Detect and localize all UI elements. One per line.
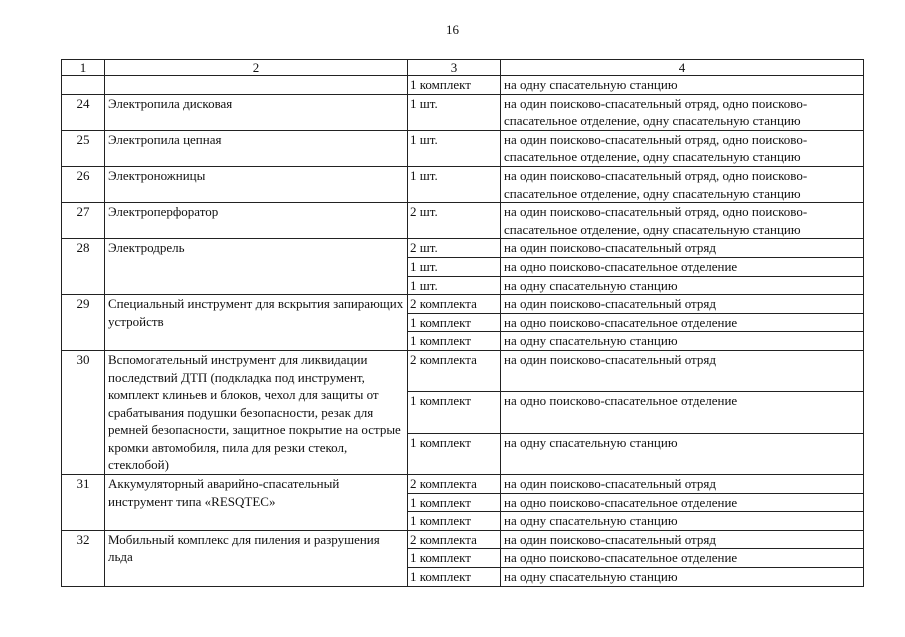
quantity-cell: 2 комплекта xyxy=(408,350,501,391)
purpose-cell: на один поисково-спасательный отряд, одно поисково-спасательное отделение, одну спасательную станцию xyxy=(501,203,864,239)
quantity-cell: 1 шт. xyxy=(408,257,501,276)
purpose-cell: на один поисково-спасательный отряд xyxy=(501,530,864,549)
column-header: 2 xyxy=(105,60,408,76)
quantity-cell: 2 комплекта xyxy=(408,475,501,494)
table-row xyxy=(62,475,864,494)
item-name-cell: Электроперфоратор xyxy=(105,203,408,239)
purpose-cell: на один поисково-спасательный отряд, одно поисково-спасательное отделение, одну спасательную станцию xyxy=(501,130,864,166)
quantity-cell: 1 комплект xyxy=(408,76,501,95)
table-row xyxy=(62,130,864,166)
purpose-cell: на одну спасательную станцию xyxy=(501,276,864,295)
table-row xyxy=(62,530,864,549)
item-name-cell: Аккумуляторный аварийно-спасательный инструмент типа «RESQTEC» xyxy=(105,475,408,531)
purpose-cell: на одно поисково-спасательное отделение xyxy=(501,493,864,512)
item-name-cell: Вспомогательный инструмент для ликвидации последствий ДТП (подкладка под инструмент, комплект клиньев и блоков, чехол для защиты от срабатывания подушки безопасности, резак для ремней безопасности, защитное покрытие на острые кромки автомобиля, пила для резки стекол, стеклобой) xyxy=(105,350,408,474)
purpose-cell: на один поисково-спасательный отряд, одно поисково-спасательное отделение, одну спасательную станцию xyxy=(501,94,864,130)
quantity-cell: 2 шт. xyxy=(408,239,501,258)
table-row xyxy=(62,166,864,202)
quantity-cell: 1 шт. xyxy=(408,166,501,202)
purpose-cell: на одно поисково-спасательное отделение xyxy=(501,549,864,568)
table-body xyxy=(62,76,864,587)
row-number-cell: 26 xyxy=(62,166,105,202)
quantity-cell: 1 комплект xyxy=(408,549,501,568)
quantity-cell: 2 комплекта xyxy=(408,295,501,314)
purpose-cell: на одну спасательную станцию xyxy=(501,512,864,531)
purpose-cell: на один поисково-спасательный отряд xyxy=(501,295,864,314)
row-number-cell: 32 xyxy=(62,530,105,586)
quantity-cell: 2 комплекта xyxy=(408,530,501,549)
row-number-cell: 28 xyxy=(62,239,105,295)
table-row xyxy=(62,94,864,130)
row-number-cell: 29 xyxy=(62,295,105,351)
row-number-cell: 24 xyxy=(62,94,105,130)
table-row xyxy=(62,239,864,258)
quantity-cell: 1 комплект xyxy=(408,512,501,531)
quantity-cell: 1 шт. xyxy=(408,94,501,130)
table-row xyxy=(62,350,864,391)
purpose-cell: на один поисково-спасательный отряд, одно поисково-спасательное отделение, одну спасательную станцию xyxy=(501,166,864,202)
purpose-cell: на один поисково-спасательный отряд xyxy=(501,239,864,258)
item-name-cell: Мобильный комплекс для пиления и разрушения льда xyxy=(105,530,408,586)
row-number-cell: 31 xyxy=(62,475,105,531)
quantity-cell: 1 комплект xyxy=(408,568,501,587)
header-row xyxy=(62,60,864,76)
equipment-table xyxy=(61,59,864,587)
item-name-cell: Электропила дисковая xyxy=(105,94,408,130)
item-name-cell: Специальный инструмент для вскрытия запирающих устройств xyxy=(105,295,408,351)
row-number-cell: 27 xyxy=(62,203,105,239)
purpose-cell: на одно поисково-спасательное отделение xyxy=(501,257,864,276)
quantity-cell: 1 шт. xyxy=(408,276,501,295)
quantity-cell: 1 комплект xyxy=(408,313,501,332)
row-number-cell: 25 xyxy=(62,130,105,166)
row-number-cell: 30 xyxy=(62,350,105,474)
table-row xyxy=(62,76,864,95)
item-name-cell: Электропила цепная xyxy=(105,130,408,166)
page-number: 16 xyxy=(446,22,459,37)
column-header: 1 xyxy=(62,60,105,76)
item-name-cell xyxy=(105,76,408,95)
purpose-cell: на один поисково-спасательный отряд xyxy=(501,350,864,391)
item-name-cell: Электроножницы xyxy=(105,166,408,202)
purpose-cell: на одну спасательную станцию xyxy=(501,433,864,474)
purpose-cell: на одно поисково-спасательное отделение xyxy=(501,392,864,433)
table-row xyxy=(62,295,864,314)
table-row xyxy=(62,203,864,239)
purpose-cell: на одну спасательную станцию xyxy=(501,76,864,95)
purpose-cell: на одну спасательную станцию xyxy=(501,332,864,351)
quantity-cell: 1 комплект xyxy=(408,493,501,512)
quantity-cell: 1 комплект xyxy=(408,433,501,474)
quantity-cell: 1 шт. xyxy=(408,130,501,166)
purpose-cell: на одну спасательную станцию xyxy=(501,568,864,587)
purpose-cell: на одно поисково-спасательное отделение xyxy=(501,313,864,332)
quantity-cell: 2 шт. xyxy=(408,203,501,239)
column-header: 4 xyxy=(501,60,864,76)
column-header: 3 xyxy=(408,60,501,76)
item-name-cell: Электродрель xyxy=(105,239,408,295)
quantity-cell: 1 комплект xyxy=(408,332,501,351)
quantity-cell: 1 комплект xyxy=(408,392,501,433)
purpose-cell: на один поисково-спасательный отряд xyxy=(501,475,864,494)
row-number-cell xyxy=(62,76,105,95)
